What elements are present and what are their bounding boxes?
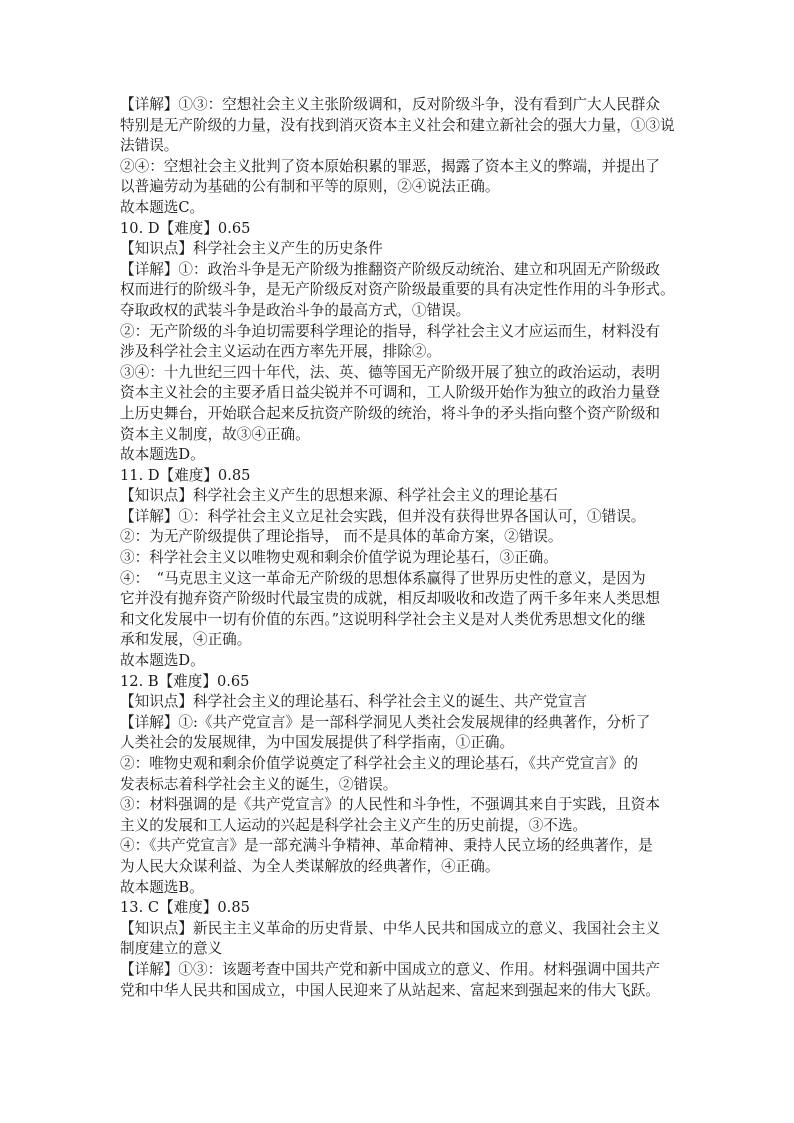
text-line: ③：科学社会主义以唯物史观和剩余价值学说为理论基石，③正确。 [120, 549, 558, 567]
text-line: 上历史舞台，开始联合起来反抗资产阶级的统治，将斗争的矛头指向整个资产阶级和 [120, 404, 660, 422]
text-line: ③：材料强调的是《共产党宣言》的人民性和斗争性，不强调其来自于实践，且资本 [120, 796, 660, 814]
text-line: ②：唯物史观和剩余价值学说奠定了科学社会主义的理论基石，《共产党宣言》的 [120, 755, 639, 772]
text-line: ③④：十九世纪三四十年代，法、英、德等国无产阶级开展了独立的政治运动，表明 [120, 363, 660, 381]
text-line: 11. D【难度】0.85 [120, 466, 251, 484]
text-line: ④：《共产党宣言》是一部充满斗争精神、革命精神、秉持人民立场的经典著作，是 [120, 837, 653, 855]
text-line: 法错误。 [120, 137, 179, 155]
document-page [120, 95, 680, 1001]
text-line: 故本题选B。 [120, 878, 204, 896]
text-line: 【知识点】科学社会主义产生的思想来源、科学社会主义的理论基石 [120, 487, 558, 505]
text-line: 主义的发展和工人运动的兴起是科学社会主义产生的历史前提，③不选。 [120, 816, 588, 834]
text-line: 以普遍劳动为基础的公有制和平等的原则，②④说法正确。 [120, 178, 500, 196]
text-line: 故本题选C。 [120, 198, 205, 216]
text-line: ④： “马克思主义这一革命无产阶级的思想体系赢得了世界历史性的意义，是因为 [120, 569, 646, 587]
text-line: 承和发展，④正确。 [120, 631, 252, 649]
text-line: 10. D【难度】0.65 [120, 219, 251, 237]
text-line: ②：无产阶级的斗争迫切需要科学理论的指导，科学社会主义才应运而生，材料没有 [120, 322, 660, 340]
text-line: ②④：空想社会主义批判了资本原始积累的罪恶，揭露了资本主义的弊端，并提出了 [120, 157, 660, 175]
text-line: 制度建立的意义 [120, 940, 223, 958]
text-line: 资本主义制度，故③④正确。 [120, 425, 310, 443]
text-line: 涉及科学社会主义运动在西方率先开展，排除②。 [120, 343, 442, 361]
text-line: 故本题选D。 [120, 652, 205, 670]
text-line: 它并没有抛弃资产阶级时代最宝贵的成就，相反却吸收和改造了两千多年来人类思想 [120, 590, 660, 608]
text-line: 【详解】①:《共产党宣言》是一部科学洞见人类社会发展规律的经典著作，分析了 [120, 713, 651, 731]
text-line: 党和中华人民共和国成立，中国人民迎来了从站起来、富起来到强起来的伟大飞跃。 [120, 981, 660, 999]
text-line: ②：为无产阶级提供了理论指导， 而不是具体的革命方案，②错误。 [120, 528, 563, 546]
text-line: 故本题选D。 [120, 446, 205, 464]
text-line: 【详解】①③：该题考查中国共产党和新中国成立的意义、作用。材料强调中国共产 [120, 960, 660, 978]
text-line: 特别是无产阶级的力量，没有找到消灭资本主义社会和建立新社会的强大力量，①③说 [120, 116, 675, 134]
text-line: 发表标志着科学社会主义的诞生，②错误。 [120, 775, 398, 793]
text-line: 12. B【难度】0.65 [120, 672, 250, 690]
text-line: 【详解】①：科学社会主义立足社会实践，但并没有获得世界各国认可，①错误。 [120, 507, 646, 525]
text-line: 【知识点】科学社会主义产生的历史条件 [120, 240, 383, 258]
text-line: 权而进行的阶级斗争，是无产阶级反对资产阶级最重要的具有决定性作用的斗争形式。 [120, 281, 675, 299]
text-line: 13. C【难度】0.85 [120, 899, 250, 917]
text-line: 【知识点】新民主主义革命的历史背景、中华人民共和国成立的意义、我国社会主义 [120, 919, 660, 937]
text-line: 和文化发展中一切有价值的东西。”这说明科学社会主义是对人类优秀思想文化的继 [120, 610, 646, 628]
text-line: 资本主义社会的主要矛盾日益尖锐并不可调和，工人阶级开始作为独立的政治力量登 [120, 384, 660, 402]
text-line: 人类社会的发展规律，为中国发展提供了科学指南，①正确。 [120, 734, 515, 752]
text-line: 【详解】①③：空想社会主义主张阶级调和，反对阶级斗争，没有看到广大人民群众 [120, 96, 660, 113]
text-line: 为人民大众谋利益、为全人类谋解放的经典著作，④正确。 [120, 857, 500, 875]
text-line: 【知识点】科学社会主义的理论基石、科学社会主义的诞生、共产党宣言 [120, 693, 588, 711]
text-line: 【详解】①：政治斗争是无产阶级为推翻资产阶级反动统治、建立和巩固无产阶级政 [120, 260, 660, 278]
text-line: 夺取政权的武装斗争是政治斗争的最高方式，①错误。 [120, 301, 471, 319]
